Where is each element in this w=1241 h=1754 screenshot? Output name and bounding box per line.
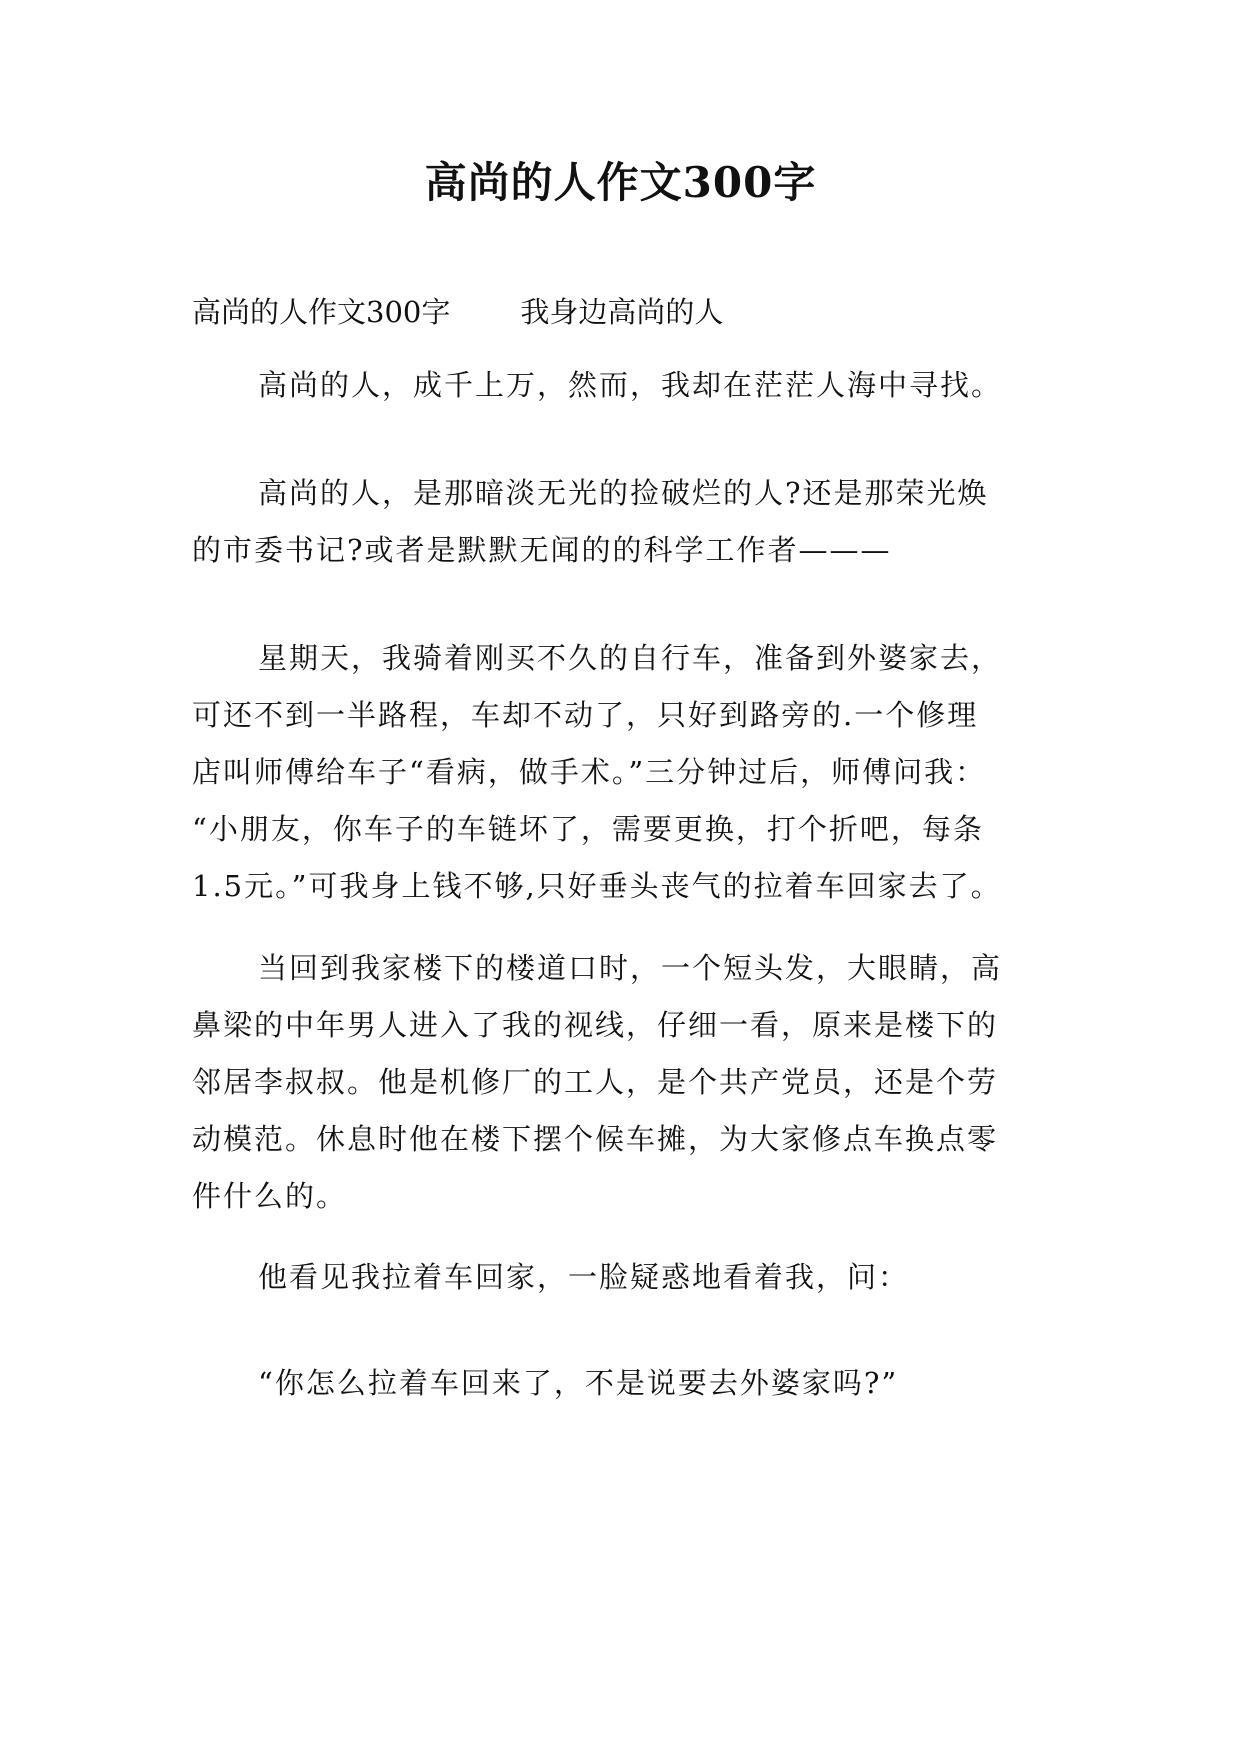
page-title: 高尚的人作文300字 (424, 158, 817, 207)
subtitle (192, 294, 723, 330)
paragraph-line: “小朋友，你车子的车链坏了，需要更换，打个折吧，每条 (192, 812, 984, 846)
paragraph-2 (192, 465, 1062, 579)
paragraph-1 (192, 357, 1062, 414)
paragraph-3 (192, 630, 1062, 915)
subtitle-right: 我身边高尚的人 (520, 295, 724, 329)
paragraph-line: 鼻梁的中年男人进入了我的视线，仔细一看，原来是楼下的 (192, 1008, 999, 1042)
paragraph-6 (192, 1355, 1062, 1412)
paragraph-line: 店叫师傅给车子“看病，做手术。”三分钟过后，师傅问我： (192, 755, 987, 789)
paragraph-line: 动模范。休息时他在楼下摆个候车摊，为大家修点车换点零 (192, 1122, 999, 1156)
paragraph-line: 星期天，我骑着刚买不久的自行车，准备到外婆家去， (258, 641, 1003, 675)
paragraph-line: 邻居李叔叔。他是机修厂的工人，是个共产党员，还是个劳 (192, 1065, 999, 1099)
paragraph-line: 1.5元。”可我身上钱不够,只好垂头丧气的拉着车回家去了。 (192, 869, 1002, 903)
paragraph-line: 的市委书记?或者是默默无闻的的科学工作者——— (192, 533, 892, 567)
paragraph-line: 当回到我家楼下的楼道口时，一个短头发，大眼睛，高 (258, 951, 1003, 985)
paragraph-line: 高尚的人，是那暗淡无光的捡破烂的人?还是那荣光焕 (258, 476, 989, 510)
paragraph-line: 件什么的。 (192, 1179, 348, 1213)
paragraph-4 (192, 940, 1062, 1225)
subtitle-left: 高尚的人作文300字 (192, 295, 451, 329)
paragraph-line: 高尚的人，成千上万，然而，我却在茫茫人海中寻找。 (258, 368, 1003, 402)
paragraph-5 (192, 1249, 1062, 1306)
paragraph-line: 可还不到一半路程，车却不动了，只好到路旁的.一个修理 (192, 698, 979, 732)
paragraph-line: 他看见我拉着车回家，一脸疑惑地看着我，问： (258, 1260, 910, 1294)
paragraph-line: “你怎么拉着车回来了，不是说要去外婆家吗?” (258, 1366, 899, 1400)
